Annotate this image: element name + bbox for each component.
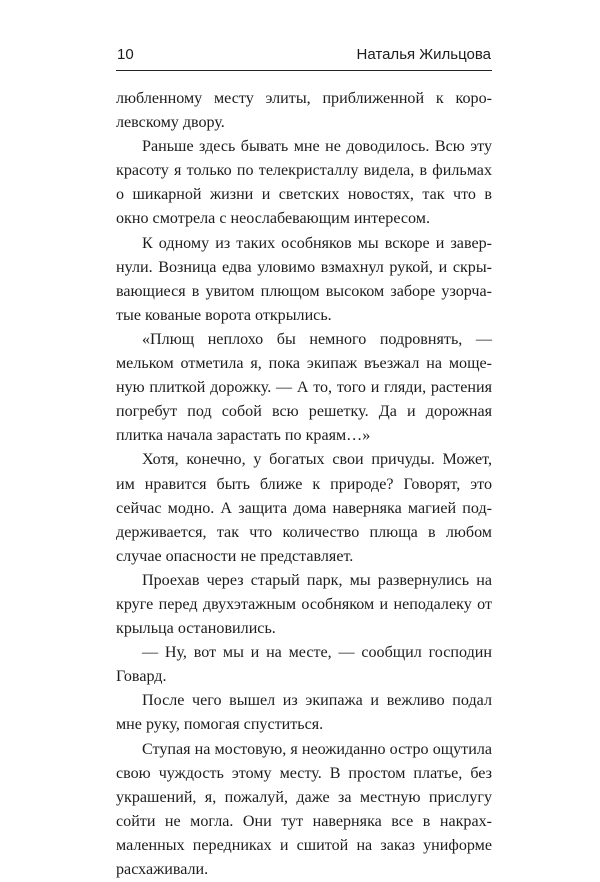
paragraph: Ступая на мостовую, я неожиданно остро ощутила свою чуждость этому месту. В простом платье, без украшений, я, пожалуй, даже за местную прислугу сойти не могла. Они тут наверняка все в накрахмаленных передниках и сшитой на заказ униформе расхаживали. [116, 740, 492, 878]
paragraph: Проехав через старый парк, мы развернулись на круге перед двухэтажным особняком и неподалеку от крыльца остановились. [116, 571, 492, 638]
paragraph: К одному из таких особняков мы вскоре и завернули. Возница едва уловимо взмахнул рукой, и скрывающиеся в увитом плющом высоком заборе узорчатые кованые ворота открылись. [116, 234, 492, 324]
paragraph: Хотя, конечно, у богатых свои причуды. Может, им нравится быть ближе к природе? Говорят, это сейчас модно. А защита дома наверняка магией поддерживается, так что количество плюща в любом случае опасности не представляет. [116, 451, 492, 565]
author-name: Наталья Жильцова [356, 46, 491, 63]
paragraph: «Плющ неплохо бы немного подровнять, — мельком отметила я, пока экипаж въезжал на мощеную плиткой дорожку. — А то, того и гляди, растения погребут под собой всю решетку. Да и дорожная плитка начала зарастать по краям…» [116, 330, 492, 445]
book-page [116, 46, 492, 882]
page-number: 10 [117, 46, 134, 63]
paragraph-continued: любленному месту элиты, приближенной к королевскому двору. [116, 90, 492, 132]
paragraph-dialogue: — Ну, вот мы и на месте, — сообщил господин Говард. [116, 644, 492, 686]
paragraph: После чего вышел из экипажа и вежливо подал мне руку, помогая спуститься. [116, 692, 492, 734]
running-header [116, 46, 492, 71]
body-text [116, 87, 492, 882]
paragraph: Раньше здесь бывать мне не доводилось. Всю эту красоту я только по телекристаллу видела, в фильмах о шикарной жизни и светских новостях, так что в окно смотрела с неослабевающим интересом. [116, 138, 492, 228]
